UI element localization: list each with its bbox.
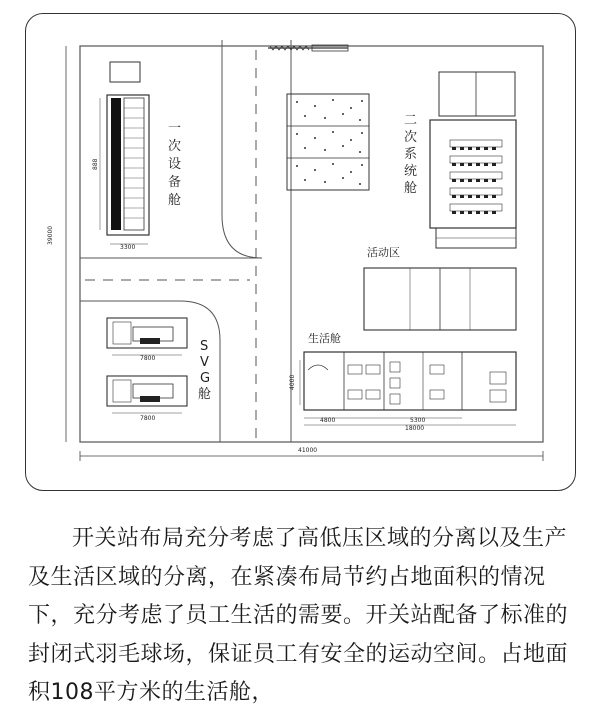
road-curve-bottom-left	[180, 301, 220, 340]
total-width-label: 41000	[298, 447, 318, 454]
svg-text:888: 888	[92, 158, 99, 170]
svg-text:3300: 3300	[120, 244, 136, 251]
total-height-label: 39000	[47, 225, 54, 245]
secondary-system-cabin	[430, 72, 516, 248]
svg-cabin-lower	[107, 376, 187, 422]
primary-equipment-label: 一次设备舱	[168, 121, 182, 208]
svg-text:7800: 7800	[140, 415, 156, 422]
living-cabin	[289, 352, 516, 432]
svg-text:5300: 5300	[410, 417, 426, 424]
svg-cabin-label: S V G 舱	[198, 339, 212, 402]
secondary-system-label: 二次系统舱	[404, 113, 418, 196]
svg-text:18000: 18000	[405, 425, 425, 432]
activity-area-label: 活动区	[367, 246, 400, 259]
transformer-area	[287, 94, 369, 190]
badminton-court	[364, 268, 516, 330]
living-cabin-label: 生活舱	[308, 332, 341, 345]
article-paragraph: 开关站布局充分考虑了高低压区域的分离以及生产及生活区域的分离，在紧凑布局节约占地面积的情况下，充分考虑了员工生活的需要。开关站配备了标准的封闭式羽毛球场，保证员工有安全的运动空间。占地面积108平方米的生活舱，	[28, 526, 569, 705]
primary-equipment-cabin	[92, 62, 149, 251]
svg-text:4000: 4000	[289, 374, 296, 390]
svg-cabin-upper	[107, 318, 187, 362]
svg-text:4800: 4800	[320, 417, 336, 424]
svg-text:7800: 7800	[140, 355, 156, 362]
